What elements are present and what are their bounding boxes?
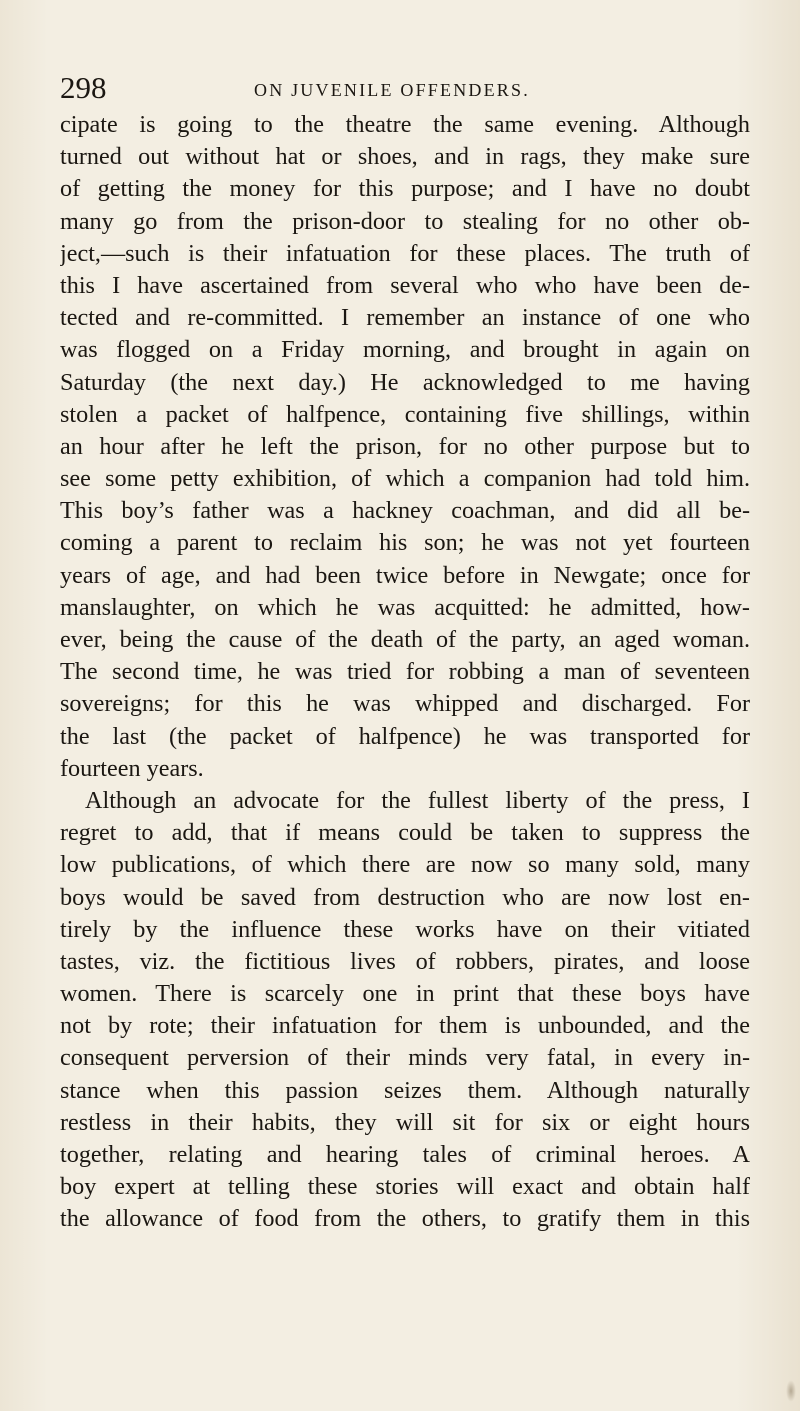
text-line: consequent perversion of their minds very fatal, in every in- xyxy=(60,1044,750,1072)
text-line: coming a parent to reclaim his son; he was not yet fourteen xyxy=(60,529,750,557)
text-line: an hour after he left the prison, for no other purpose but to xyxy=(60,432,750,460)
text-line: tastes, viz. the fictitious lives of robbers, pirates, and loose xyxy=(60,947,750,975)
text-line: tirely by the influence these works have on their vitiated xyxy=(60,915,750,943)
text-line: this I have ascertained from several who who have been de- xyxy=(60,271,750,299)
text-line: was flogged on a Friday morning, and brought in again on xyxy=(60,336,750,364)
text-line: ever, being the cause of the death of the party, an aged woman. xyxy=(60,626,750,653)
text-line: stance when this passion seizes them. Although naturally xyxy=(60,1076,750,1104)
text-line: ject,—such is their infatuation for these places. The truth of xyxy=(60,239,750,267)
text-line: turned out without hat or shoes, and in rags, they make sure xyxy=(60,143,750,171)
ink-smudge xyxy=(786,1380,796,1402)
text-line: stolen a packet of halfpence, containing five shillings, within xyxy=(60,400,750,428)
body-text xyxy=(60,109,750,1236)
text-line: manslaughter, on which he was acquitted: he admitted, how- xyxy=(60,593,750,621)
text-line: not by rote; their infatuation for them is unbounded, and the xyxy=(60,1012,750,1040)
text-line: many go from the prison-door to stealing for no other ob- xyxy=(60,207,750,235)
text-line: cipate is going to the theatre the same evening. Although xyxy=(60,111,750,138)
text-line: years of age, and had been twice before in Newgate; once for xyxy=(60,561,750,589)
text-line: The second time, he was tried for robbing a man of seventeen xyxy=(60,658,750,686)
text-line: tected and re-committed. I remember an instance of one who xyxy=(60,304,750,332)
page-header xyxy=(60,70,750,106)
paragraph xyxy=(60,785,750,1236)
text-line: fourteen years. xyxy=(60,754,204,782)
page-number: 298 xyxy=(60,70,107,105)
text-line: the allowance of food from the others, to gratify them in this xyxy=(60,1205,750,1233)
running-head: ON JUVENILE OFFENDERS. xyxy=(254,80,530,100)
text-line: sovereigns; for this he was whipped and discharged. For xyxy=(60,690,750,718)
paragraph xyxy=(60,109,750,785)
text-line: Saturday (the next day.) He acknowledged to me having xyxy=(60,368,750,396)
text-line: regret to add, that if means could be taken to suppress the xyxy=(60,819,750,847)
text-line: see some petty exhibition, of which a companion had told him. xyxy=(60,465,750,493)
text-line: This boy’s father was a hackney coachman, and did all be- xyxy=(60,497,750,525)
text-line: low publications, of which there are now so many sold, many xyxy=(60,851,750,879)
text-line: of getting the money for this purpose; and I have no doubt xyxy=(60,175,750,203)
text-line: the last (the packet of halfpence) he was transported for xyxy=(60,722,750,750)
text-line: restless in their habits, they will sit for six or eight hours xyxy=(60,1108,750,1136)
text-line: together, relating and hearing tales of criminal heroes. A xyxy=(60,1141,750,1168)
text-line: women. There is scarcely one in print that these boys have xyxy=(60,980,750,1008)
text-line: boy expert at telling these stories will exact and obtain half xyxy=(60,1173,750,1201)
text-line: boys would be saved from destruction who are now lost en- xyxy=(60,883,750,911)
text-line: Although an advocate for the fullest liberty of the press, I xyxy=(85,786,750,814)
